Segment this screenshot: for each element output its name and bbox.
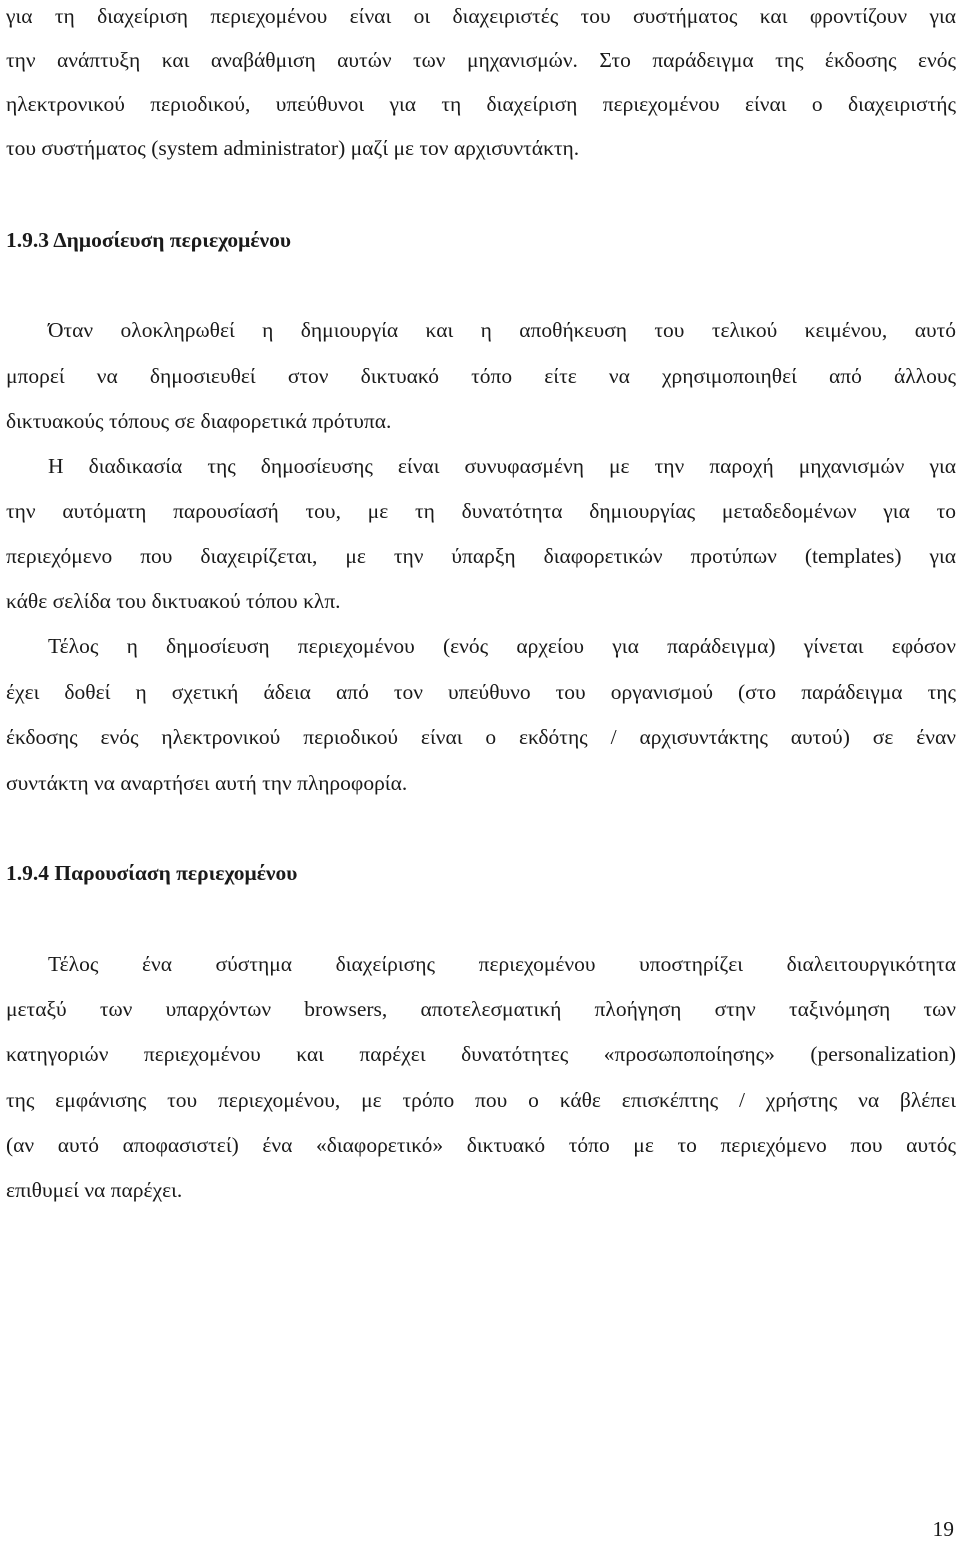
text-line: κάθε σελίδα του δικτυακού τόπου κλπ.: [6, 589, 341, 613]
text-line: δικτυακούς τόπους σε διαφορετικά πρότυπα.: [6, 409, 392, 433]
text-line: Τέλος ένα σύστημα διαχείρισης περιεχομένου υποστηρίζει διαλειτουργικότητα: [48, 952, 956, 976]
text-line: Τέλος η δημοσίευση περιεχομένου (ενός αρχείου για παράδειγμα) γίνεται εφόσον: [48, 634, 956, 658]
text-line: (αν αυτό αποφασιστεί) ένα «διαφορετικό» δικτυακό τόπο με το περιεχόμενο που αυτός: [6, 1133, 956, 1157]
text-line: Όταν ολοκληρωθεί η δημιουργία και η αποθήκευση του τελικού κειμένου, αυτό: [48, 318, 956, 342]
text-line: έχει δοθεί η σχετική άδεια από τον υπεύθυνο του οργανισμού (στο παράδειγμα της: [6, 680, 956, 704]
page-number: 19: [932, 1517, 954, 1541]
text-line: επιθυμεί να παρέχει.: [6, 1178, 183, 1202]
text-line: την αυτόματη παρουσίασή του, με τη δυνατότητα δημιουργίας μεταδεδομένων για το: [6, 499, 956, 523]
text-line: μπορεί να δημοσιευθεί στον δικτυακό τόπο είτε να χρησιμοποιηθεί από άλλους: [6, 364, 956, 388]
text-line: συντάκτη να αναρτήσει αυτή την πληροφορία.: [6, 771, 408, 795]
text-line: έκδοσης ενός ηλεκτρονικού περιοδικού είναι ο εκδότης / αρχισυντάκτης αυτού) σε έναν: [6, 725, 956, 749]
section-heading-1-9-4: 1.9.4 Παρουσίαση περιεχομένου: [6, 861, 298, 885]
text-line: για τη διαχείριση περιεχομένου είναι οι διαχειριστές του συστήματος και φροντίζουν για: [6, 4, 956, 28]
text-line: του συστήματος (system administrator) μαζί με τον αρχισυντάκτη.: [6, 136, 580, 160]
text-line: της εμφάνισης του περιεχομένου, με τρόπο που ο κάθε επισκέπτης / χρήστης να βλέπει: [6, 1088, 956, 1112]
text-line: την ανάπτυξη και αναβάθμιση αυτών των μηχανισμών. Στο παράδειγμα της έκδοσης ενός: [6, 48, 956, 72]
text-line: ηλεκτρονικού περιοδικού, υπεύθυνοι για τη διαχείριση περιεχομένου είναι ο διαχειριστής: [6, 92, 956, 116]
section-heading-1-9-3: 1.9.3 Δημοσίευση περιεχομένου: [6, 228, 292, 252]
text-line: Η διαδικασία της δημοσίευσης είναι συνυφασμένη με την παροχή μηχανισμών για: [48, 454, 956, 478]
text-line: κατηγοριών περιεχομένου και παρέχει δυνατότητες «προσωποποίησης» (personalization): [6, 1042, 956, 1066]
text-line: περιεχόμενο που διαχειρίζεται, με την ύπαρξη διαφορετικών προτύπων (templates) για: [6, 544, 956, 568]
text-line: μεταξύ των υπαρχόντων browsers, αποτελεσματική πλοήγηση στην ταξινόμηση των: [6, 997, 956, 1021]
